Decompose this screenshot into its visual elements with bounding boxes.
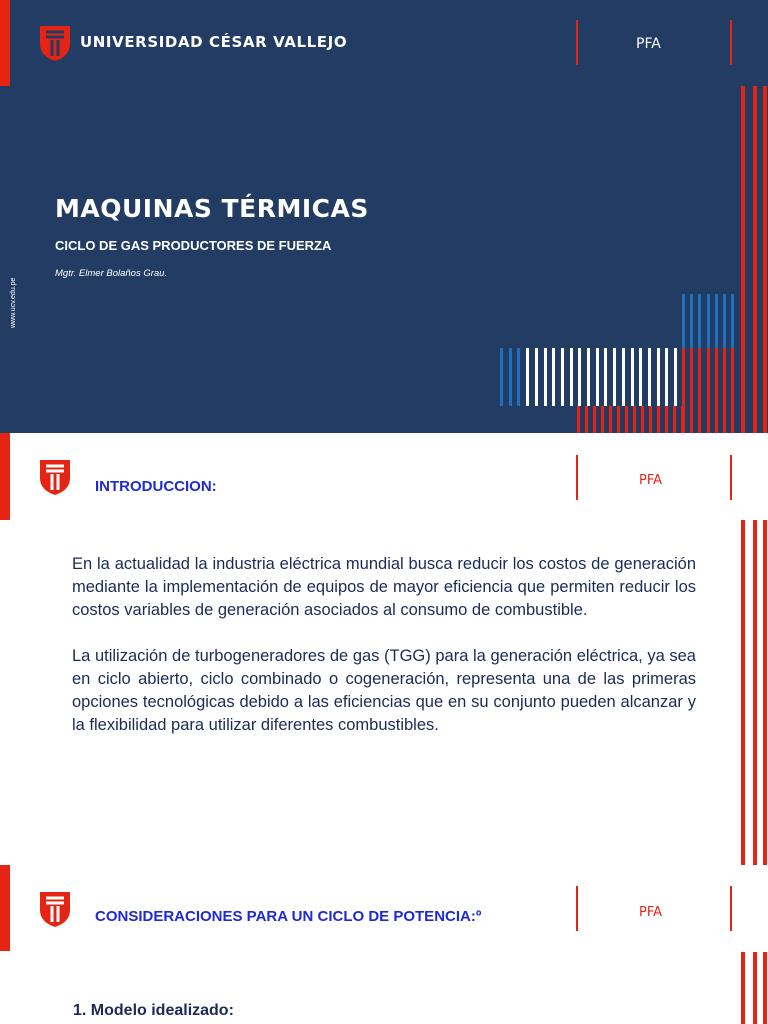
course-tag: PFA [639, 473, 663, 488]
author-name: Mgtr. Elmer Bolaños Grau. [55, 268, 168, 279]
red-accent-bar [0, 433, 10, 520]
stripe [570, 348, 573, 406]
red-accent-bar [0, 0, 10, 86]
divider-line [730, 455, 732, 500]
stripe [731, 294, 734, 348]
stripe [723, 348, 726, 433]
ucv-shield-logo-icon [38, 24, 72, 62]
red-bar [741, 952, 745, 1024]
stripe [601, 406, 604, 433]
stripe [609, 406, 612, 433]
paragraph: En la actualidad la industria eléctrica mundial busca reducir los costos de generación mediante la implementación de equipos de mayor eficiencia que permiten reducir los costos variables de generación asociados al consumo de combustible. [72, 555, 696, 619]
course-tag: PFA [639, 905, 663, 920]
red-bar [753, 86, 757, 433]
stripe [509, 348, 512, 406]
red-bar [763, 86, 767, 433]
stripe [578, 348, 581, 406]
stripe [715, 348, 718, 433]
ucv-shield-logo-icon [38, 890, 72, 928]
stripe [690, 348, 693, 433]
title-slide [0, 0, 768, 433]
slide-subtitle: CICLO DE GAS PRODUCTORES DE FUERZA [55, 238, 332, 253]
stripe [587, 348, 590, 406]
divider-line [576, 20, 578, 65]
stripe [604, 348, 607, 406]
stripe [731, 348, 734, 433]
stripe [613, 348, 616, 406]
stripe [633, 406, 636, 433]
stripe [673, 406, 676, 433]
stripe [526, 348, 529, 406]
stripe [561, 348, 564, 406]
stripe [617, 406, 620, 433]
divider-line [576, 455, 578, 500]
paragraph: La utilización de turbogeneradores de gas (TGG) para la generación eléctrica, ya sea en ciclo abierto, ciclo combinado o cogeneración, representa una de las primeras opciones tecnológicas debido a las eficiencias que en su conjunto pueden alcanzar y la flexibilidad para utilizar diferentes combustibles. [72, 647, 696, 734]
stripe [698, 294, 701, 348]
stripe [707, 294, 710, 348]
course-tag: PFA [636, 36, 661, 52]
stripe [657, 348, 660, 406]
stripe [500, 348, 503, 406]
stripe [649, 406, 652, 433]
stripe [665, 406, 668, 433]
university-name: UNIVERSIDAD CÉSAR VALLEJO [80, 33, 348, 51]
divider-line [730, 20, 732, 65]
stripe [535, 348, 538, 406]
stripe [681, 406, 684, 433]
red-bar [753, 952, 757, 1024]
stripe [723, 294, 726, 348]
stripe [665, 348, 668, 406]
list-item: 1. Modelo idealizado: [73, 1002, 234, 1019]
red-bar [753, 520, 757, 865]
stripe [698, 348, 701, 433]
stripe [648, 348, 651, 406]
red-bar [763, 952, 767, 1024]
stripe [674, 348, 677, 406]
stripe [690, 294, 693, 348]
stripe [715, 294, 718, 348]
stripe [707, 348, 710, 433]
considerations-slide [0, 865, 768, 1024]
stripe [622, 348, 625, 406]
stripe [552, 348, 555, 406]
red-bar [763, 520, 767, 865]
ucv-shield-logo-icon [38, 458, 72, 496]
intro-text [72, 553, 696, 737]
divider-line [730, 886, 732, 931]
stripe [585, 406, 588, 433]
intro-slide [0, 433, 768, 865]
stripe [657, 406, 660, 433]
stripe [639, 348, 642, 406]
stripe [517, 348, 520, 406]
divider-line [576, 886, 578, 931]
stripe [593, 406, 596, 433]
stripe [544, 348, 547, 406]
red-accent-bar [0, 865, 10, 951]
website-vertical: www.ucv.edu.pe [10, 277, 17, 328]
slide-title: MAQUINAS TÉRMICAS [55, 194, 369, 223]
section-heading: CONSIDERACIONES PARA UN CICLO DE POTENCIA:º [95, 908, 482, 925]
stripe [682, 294, 685, 348]
red-bar [741, 520, 745, 865]
stripe [577, 406, 580, 433]
stripe [596, 348, 599, 406]
stripe [641, 406, 644, 433]
stripe [625, 406, 628, 433]
red-bar [741, 86, 745, 433]
section-heading: INTRODUCCION: [95, 478, 217, 495]
stripe [631, 348, 634, 406]
